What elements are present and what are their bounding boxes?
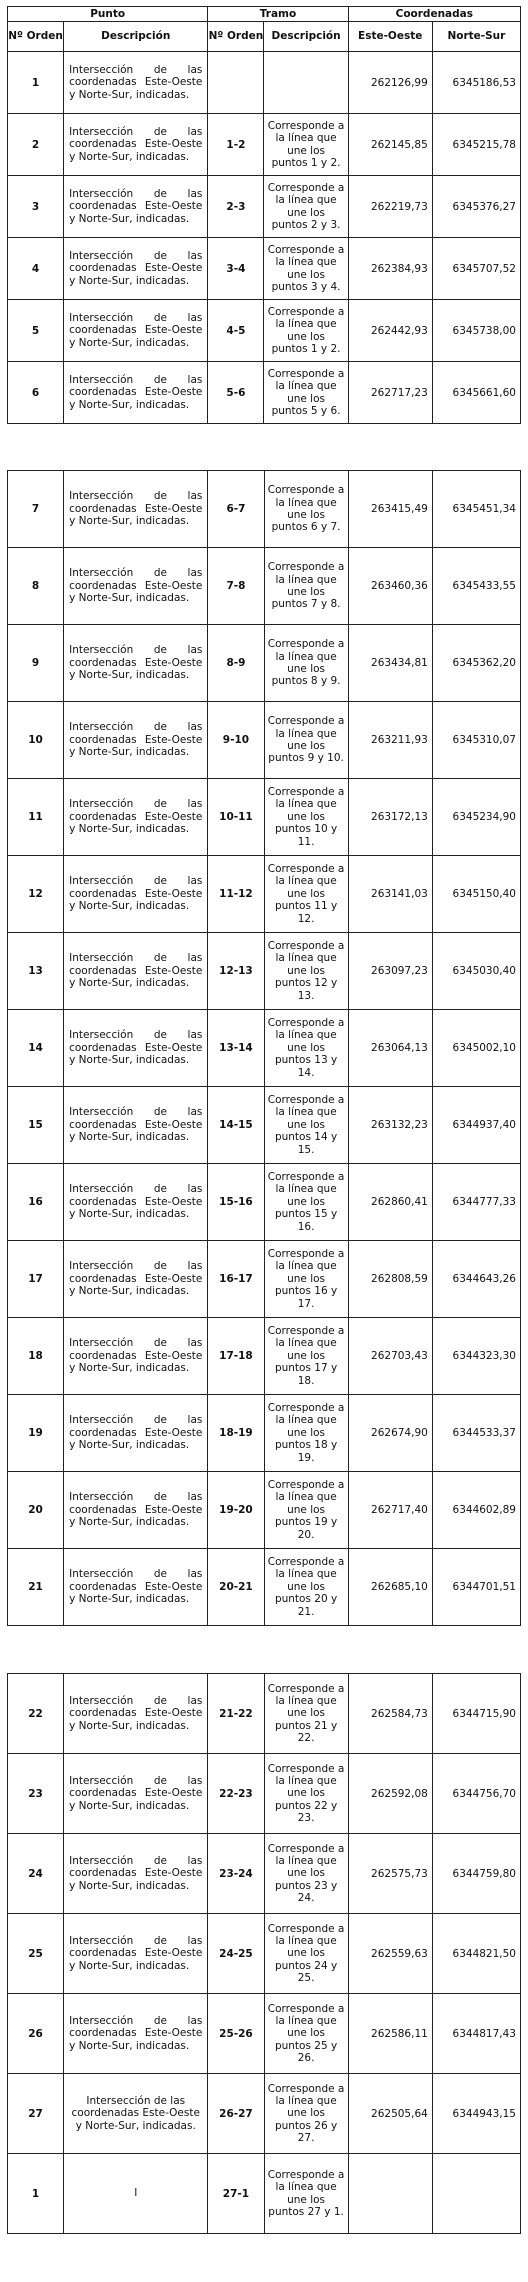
coord-norte-sur: 6345186,53 — [432, 52, 520, 114]
segment-number: 14-15 — [208, 1087, 264, 1164]
point-number: 9 — [8, 625, 64, 702]
point-description: Intersección de las coordenadas Este-Oeste y Norte-Sur, indicadas. — [64, 1164, 208, 1241]
segment-description — [264, 52, 348, 114]
coord-este-oeste: 262717,40 — [348, 1472, 432, 1549]
header-este-oeste: Este-Oeste — [348, 22, 432, 52]
coord-norte-sur: 6345707,52 — [432, 238, 520, 300]
table-row — [8, 702, 521, 779]
coordinates-table-part-1 — [7, 6, 521, 424]
segment-description: Corresponde a la línea que une los puntos 23 y 24. — [264, 1834, 348, 1914]
segment-number: 3-4 — [208, 238, 264, 300]
point-description: Intersección de las coordenadas Este-Oeste y Norte-Sur, indicadas. — [64, 1395, 208, 1472]
table-row — [8, 176, 521, 238]
coordinates-table-part-3 — [7, 1673, 521, 2234]
header-no-orden-punto: Nº Orden — [8, 22, 64, 52]
coord-este-oeste: 263415,49 — [348, 471, 432, 548]
coord-norte-sur: 6345433,55 — [432, 548, 520, 625]
point-number: 16 — [8, 1164, 64, 1241]
point-description: Intersección de las coordenadas Este-Oeste y Norte-Sur, indicadas. — [64, 300, 208, 362]
point-number: 10 — [8, 702, 64, 779]
point-description: Intersección de las coordenadas Este-Oeste y Norte-Sur, indicadas. — [64, 702, 208, 779]
coord-norte-sur: 6344937,40 — [432, 1087, 520, 1164]
point-number: 17 — [8, 1241, 64, 1318]
coord-norte-sur: 6345002,10 — [432, 1010, 520, 1087]
point-number: 4 — [8, 238, 64, 300]
segment-number: 10-11 — [208, 779, 264, 856]
coord-este-oeste: 262703,43 — [348, 1318, 432, 1395]
point-number: 21 — [8, 1549, 64, 1626]
table-row — [8, 362, 521, 424]
coord-este-oeste: 262559,63 — [348, 1914, 432, 1994]
coord-este-oeste: 262717,23 — [348, 362, 432, 424]
coord-norte-sur: 6344323,30 — [432, 1318, 520, 1395]
point-number: 5 — [8, 300, 64, 362]
coord-este-oeste: 262685,10 — [348, 1549, 432, 1626]
point-number: 19 — [8, 1395, 64, 1472]
coord-norte-sur: 6345030,40 — [432, 933, 520, 1010]
segment-number: 22-23 — [208, 1754, 264, 1834]
point-number: 13 — [8, 933, 64, 1010]
table-row — [8, 238, 521, 300]
point-description: Intersección de las coordenadas Este-Oeste y Norte-Sur, indicadas. — [64, 933, 208, 1010]
segment-description: Corresponde a la línea que une los puntos 25 y 26. — [264, 1994, 348, 2074]
segment-number: 12-13 — [208, 933, 264, 1010]
coord-este-oeste: 262575,73 — [348, 1834, 432, 1914]
segment-description: Corresponde a la línea que une los puntos 17 y 18. — [264, 1318, 348, 1395]
coord-norte-sur: 6345451,34 — [432, 471, 520, 548]
table-row — [8, 1241, 521, 1318]
coord-este-oeste: 263132,23 — [348, 1087, 432, 1164]
segment-description: Corresponde a la línea que une los puntos 27 y 1. — [264, 2154, 348, 2234]
point-description: Intersección de las coordenadas Este-Oeste y Norte-Sur, indicadas. — [64, 1318, 208, 1395]
point-description: Intersección de las coordenadas Este-Oeste y Norte-Sur, indicadas. — [64, 52, 208, 114]
segment-description: Corresponde a la línea que une los puntos 24 y 25. — [264, 1914, 348, 1994]
segment-description: Corresponde a la línea que une los puntos 8 y 9. — [264, 625, 348, 702]
segment-description: Corresponde a la línea que une los puntos 10 y 11. — [264, 779, 348, 856]
coord-norte-sur: 6344821,50 — [432, 1914, 520, 1994]
segment-number: 25-26 — [208, 1994, 264, 2074]
segment-number: 19-20 — [208, 1472, 264, 1549]
table-row — [8, 1834, 521, 1914]
segment-description: Corresponde a la línea que une los puntos 21 y 22. — [264, 1674, 348, 1754]
header-descripcion-punto: Descripción — [64, 22, 208, 52]
segment-number: 7-8 — [208, 548, 264, 625]
coord-este-oeste: 263460,36 — [348, 548, 432, 625]
table-row — [8, 471, 521, 548]
point-description: Intersección de las coordenadas Este-Oeste y Norte-Sur, indicadas. — [64, 471, 208, 548]
point-description: Intersección de las coordenadas Este-Oeste y Norte-Sur, indicadas. — [64, 625, 208, 702]
table-row — [8, 779, 521, 856]
point-number: 3 — [8, 176, 64, 238]
point-number: 14 — [8, 1010, 64, 1087]
segment-number: 23-24 — [208, 1834, 264, 1914]
table-row — [8, 1087, 521, 1164]
coord-este-oeste: 262145,85 — [348, 114, 432, 176]
coord-este-oeste: 263097,23 — [348, 933, 432, 1010]
coord-este-oeste: 262384,93 — [348, 238, 432, 300]
coord-norte-sur: 6344701,51 — [432, 1549, 520, 1626]
segment-description: Corresponde a la línea que une los puntos 18 y 19. — [264, 1395, 348, 1472]
table-row — [8, 2154, 521, 2234]
coord-norte-sur: 6344533,37 — [432, 1395, 520, 1472]
point-number: 1 — [8, 2154, 64, 2234]
segment-number: 9-10 — [208, 702, 264, 779]
header-punto: Punto — [8, 7, 208, 22]
point-description: Intersección de las coordenadas Este-Oeste y Norte-Sur, indicadas. — [64, 1674, 208, 1754]
segment-description: Corresponde a la línea que une los puntos 14 y 15. — [264, 1087, 348, 1164]
table-row — [8, 1318, 521, 1395]
table-row — [8, 1010, 521, 1087]
point-number: 8 — [8, 548, 64, 625]
segment-description: Corresponde a la línea que une los puntos 26 y 27. — [264, 2074, 348, 2154]
segment-description: Corresponde a la línea que une los puntos 2 y 3. — [264, 176, 348, 238]
table-row — [8, 114, 521, 176]
segment-description: Corresponde a la línea que une los puntos 13 y 14. — [264, 1010, 348, 1087]
segment-number: 18-19 — [208, 1395, 264, 1472]
point-description: Intersección de las coordenadas Este-Oeste y Norte-Sur, indicadas. — [64, 114, 208, 176]
point-description: Intersección de las coordenadas Este-Oeste y Norte-Sur, indicadas. — [64, 238, 208, 300]
coord-norte-sur: 6345738,00 — [432, 300, 520, 362]
segment-description: Corresponde a la línea que une los puntos 11 y 12. — [264, 856, 348, 933]
table-row — [8, 856, 521, 933]
segment-description: Corresponde a la línea que une los puntos 22 y 23. — [264, 1754, 348, 1834]
point-number: 20 — [8, 1472, 64, 1549]
header-no-orden-tramo: Nº Orden — [208, 22, 264, 52]
point-number: 12 — [8, 856, 64, 933]
table-row — [8, 1395, 521, 1472]
segment-description: Corresponde a la línea que une los puntos 15 y 16. — [264, 1164, 348, 1241]
coord-norte-sur: 6344756,70 — [432, 1754, 520, 1834]
table-row — [8, 1914, 521, 1994]
coord-este-oeste — [348, 2154, 432, 2234]
table-row — [8, 1164, 521, 1241]
coord-este-oeste: 262126,99 — [348, 52, 432, 114]
segment-number: 6-7 — [208, 471, 264, 548]
segment-number: 1-2 — [208, 114, 264, 176]
point-description: Intersección de las coordenadas Este-Oeste y Norte-Sur, indicadas. — [64, 2074, 208, 2154]
segment-number: 11-12 — [208, 856, 264, 933]
coord-este-oeste: 262808,59 — [348, 1241, 432, 1318]
point-description: Intersección de las coordenadas Este-Oeste y Norte-Sur, indicadas. — [64, 856, 208, 933]
point-number: 7 — [8, 471, 64, 548]
coord-norte-sur: 6345234,90 — [432, 779, 520, 856]
segment-description: Corresponde a la línea que une los puntos 16 y 17. — [264, 1241, 348, 1318]
coord-norte-sur — [432, 2154, 520, 2234]
segment-description: Corresponde a la línea que une los puntos 7 y 8. — [264, 548, 348, 625]
coord-norte-sur: 6345376,27 — [432, 176, 520, 238]
point-description: Intersección de las coordenadas Este-Oeste y Norte-Sur, indicadas. — [64, 176, 208, 238]
coord-este-oeste: 263172,13 — [348, 779, 432, 856]
point-description: Intersección de las coordenadas Este-Oeste y Norte-Sur, indicadas. — [64, 1087, 208, 1164]
point-description: Intersección de las coordenadas Este-Oeste y Norte-Sur, indicadas. — [64, 362, 208, 424]
segment-description: Corresponde a la línea que une los puntos 1 y 2. — [264, 300, 348, 362]
segment-number: 5-6 — [208, 362, 264, 424]
point-number: 27 — [8, 2074, 64, 2154]
point-number: 2 — [8, 114, 64, 176]
coord-este-oeste: 262584,73 — [348, 1674, 432, 1754]
header-coordenadas: Coordenadas — [348, 7, 520, 22]
segment-description: Corresponde a la línea que une los puntos 1 y 2. — [264, 114, 348, 176]
segment-number: 2-3 — [208, 176, 264, 238]
segment-number: 16-17 — [208, 1241, 264, 1318]
coord-norte-sur: 6345150,40 — [432, 856, 520, 933]
point-description: I — [64, 2154, 208, 2234]
table-row — [8, 2074, 521, 2154]
point-number: 24 — [8, 1834, 64, 1914]
header-tramo: Tramo — [208, 7, 348, 22]
coord-este-oeste: 262442,93 — [348, 300, 432, 362]
coord-norte-sur: 6345661,60 — [432, 362, 520, 424]
point-description: Intersección de las coordenadas Este-Oeste y Norte-Sur, indicadas. — [64, 1549, 208, 1626]
coord-este-oeste: 263064,13 — [348, 1010, 432, 1087]
table-row — [8, 1549, 521, 1626]
table-row — [8, 52, 521, 114]
point-number: 22 — [8, 1674, 64, 1754]
coord-norte-sur: 6345362,20 — [432, 625, 520, 702]
point-number: 25 — [8, 1914, 64, 1994]
coord-norte-sur: 6344759,80 — [432, 1834, 520, 1914]
point-number: 11 — [8, 779, 64, 856]
segment-description: Corresponde a la línea que une los puntos 9 y 10. — [264, 702, 348, 779]
table-row — [8, 1754, 521, 1834]
table-row — [8, 548, 521, 625]
segment-number: 4-5 — [208, 300, 264, 362]
segment-description: Corresponde a la línea que une los puntos 6 y 7. — [264, 471, 348, 548]
point-description: Intersección de las coordenadas Este-Oeste y Norte-Sur, indicadas. — [64, 1754, 208, 1834]
point-number: 18 — [8, 1318, 64, 1395]
table-row — [8, 1994, 521, 2074]
point-description: Intersección de las coordenadas Este-Oeste y Norte-Sur, indicadas. — [64, 1834, 208, 1914]
coord-norte-sur: 6345215,78 — [432, 114, 520, 176]
header-norte-sur: Norte-Sur — [432, 22, 520, 52]
segment-number: 13-14 — [208, 1010, 264, 1087]
segment-number: 21-22 — [208, 1674, 264, 1754]
coord-este-oeste: 262674,90 — [348, 1395, 432, 1472]
coord-este-oeste: 263211,93 — [348, 702, 432, 779]
segment-number: 15-16 — [208, 1164, 264, 1241]
coord-norte-sur: 6345310,07 — [432, 702, 520, 779]
point-description: Intersección de las coordenadas Este-Oeste y Norte-Sur, indicadas. — [64, 1241, 208, 1318]
coord-este-oeste: 263434,81 — [348, 625, 432, 702]
point-number: 23 — [8, 1754, 64, 1834]
segment-description: Corresponde a la línea que une los puntos 19 y 20. — [264, 1472, 348, 1549]
segment-number — [208, 52, 264, 114]
coord-norte-sur: 6344715,90 — [432, 1674, 520, 1754]
coord-norte-sur: 6344817,43 — [432, 1994, 520, 2074]
point-number: 1 — [8, 52, 64, 114]
segment-number: 8-9 — [208, 625, 264, 702]
segment-description: Corresponde a la línea que une los puntos 12 y 13. — [264, 933, 348, 1010]
coord-este-oeste: 262592,08 — [348, 1754, 432, 1834]
header-descripcion-tramo: Descripción — [264, 22, 348, 52]
point-number: 15 — [8, 1087, 64, 1164]
segment-number: 20-21 — [208, 1549, 264, 1626]
point-description: Intersección de las coordenadas Este-Oeste y Norte-Sur, indicadas. — [64, 1472, 208, 1549]
coord-norte-sur: 6344643,26 — [432, 1241, 520, 1318]
coord-norte-sur: 6344777,33 — [432, 1164, 520, 1241]
table-row — [8, 625, 521, 702]
segment-description: Corresponde a la línea que une los puntos 5 y 6. — [264, 362, 348, 424]
coord-este-oeste: 263141,03 — [348, 856, 432, 933]
point-number: 6 — [8, 362, 64, 424]
coord-este-oeste: 262219,73 — [348, 176, 432, 238]
segment-description: Corresponde a la línea que une los puntos 20 y 21. — [264, 1549, 348, 1626]
segment-number: 27-1 — [208, 2154, 264, 2234]
table-row — [8, 933, 521, 1010]
table-row — [8, 1674, 521, 1754]
point-description: Intersección de las coordenadas Este-Oeste y Norte-Sur, indicadas. — [64, 779, 208, 856]
point-description: Intersección de las coordenadas Este-Oeste y Norte-Sur, indicadas. — [64, 1010, 208, 1087]
segment-number: 17-18 — [208, 1318, 264, 1395]
coord-este-oeste: 262586,11 — [348, 1994, 432, 2074]
coord-norte-sur: 6344943,15 — [432, 2074, 520, 2154]
point-description: Intersección de las coordenadas Este-Oeste y Norte-Sur, indicadas. — [64, 548, 208, 625]
coord-este-oeste: 262505,64 — [348, 2074, 432, 2154]
point-number: 26 — [8, 1994, 64, 2074]
segment-number: 24-25 — [208, 1914, 264, 1994]
point-description: Intersección de las coordenadas Este-Oeste y Norte-Sur, indicadas. — [64, 1994, 208, 2074]
table-row — [8, 1472, 521, 1549]
segment-number: 26-27 — [208, 2074, 264, 2154]
table-row — [8, 300, 521, 362]
coordinates-table-part-2 — [7, 470, 521, 1626]
segment-description: Corresponde a la línea que une los puntos 3 y 4. — [264, 238, 348, 300]
coord-este-oeste: 262860,41 — [348, 1164, 432, 1241]
coord-norte-sur: 6344602,89 — [432, 1472, 520, 1549]
point-description: Intersección de las coordenadas Este-Oeste y Norte-Sur, indicadas. — [64, 1914, 208, 1994]
